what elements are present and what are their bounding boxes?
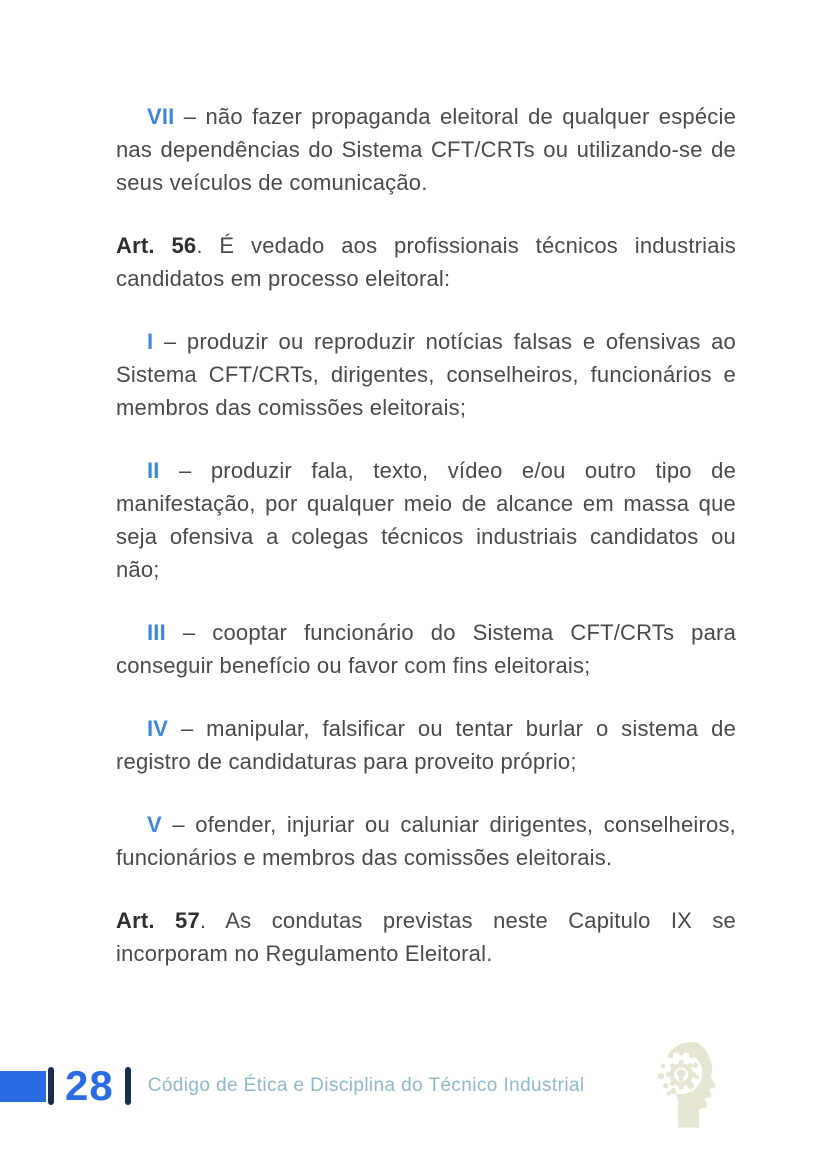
paragraph-article-56 xyxy=(116,229,736,295)
paragraph-text: – produzir ou reproduzir notícias falsas e ofensivas ao Sistema CFT/CRTs, dirigentes, conselheiros, funcionários e membros das comissões eleitorais; xyxy=(116,329,736,420)
item-marker-iii: III xyxy=(147,620,166,645)
paragraph-text: – não fazer propaganda eleitoral de qualquer espécie nas dependências do Sistema CFT/CRTs ou utilizando-se de seus veículos de comunicação. xyxy=(116,104,736,195)
paragraph-item-v xyxy=(116,808,736,874)
head-with-gears-icon xyxy=(650,1040,728,1128)
item-marker-v: V xyxy=(147,812,162,837)
paragraph-text: . É vedado aos profissionais técnicos industriais candidatos em processo eleitoral: xyxy=(116,233,736,291)
paragraph-text: – ofender, injuriar ou caluniar dirigentes, conselheiros, funcionários e membros das comissões eleitorais. xyxy=(116,812,736,870)
item-marker-iv: IV xyxy=(147,716,169,741)
item-marker-ii: II xyxy=(147,458,160,483)
item-marker-i: I xyxy=(147,329,154,354)
paragraph-text: . As condutas previstas neste Capitulo IX se incorporam no Regulamento Eleitoral. xyxy=(116,908,736,966)
paragraph-text: – manipular, falsificar ou tentar burlar o sistema de registro de candidaturas para proveito próprio; xyxy=(116,716,737,774)
article-marker-57: Art. 57 xyxy=(116,908,200,933)
footer-accent-rectangle xyxy=(0,1071,46,1102)
paragraph-item-i xyxy=(116,325,736,424)
page-body-text xyxy=(116,0,736,970)
footer-book-title: Código de Ética e Disciplina do Técnico Industrial xyxy=(147,1075,585,1096)
page-number: 28 xyxy=(65,1062,114,1109)
footer-divider-bar xyxy=(125,1067,131,1105)
paragraph-item-iv xyxy=(116,712,736,778)
item-marker-vii: VII xyxy=(147,104,175,129)
paragraph-text: – produzir fala, texto, vídeo e/ou outro tipo de manifestação, por qualquer meio de alcance em massa que seja ofensiva a colegas técnicos industriais candidatos ou não; xyxy=(116,458,736,582)
paragraph-item-iii xyxy=(116,616,736,682)
paragraph-text: – cooptar funcionário do Sistema CFT/CRTs para conseguir benefício ou favor com fins eleitorais; xyxy=(116,620,737,678)
paragraph-article-57 xyxy=(116,904,736,970)
paragraph-item-vii xyxy=(116,100,736,199)
article-marker-56: Art. 56 xyxy=(116,233,197,258)
paragraph-item-ii xyxy=(116,454,736,586)
footer-divider-bar xyxy=(48,1067,54,1105)
